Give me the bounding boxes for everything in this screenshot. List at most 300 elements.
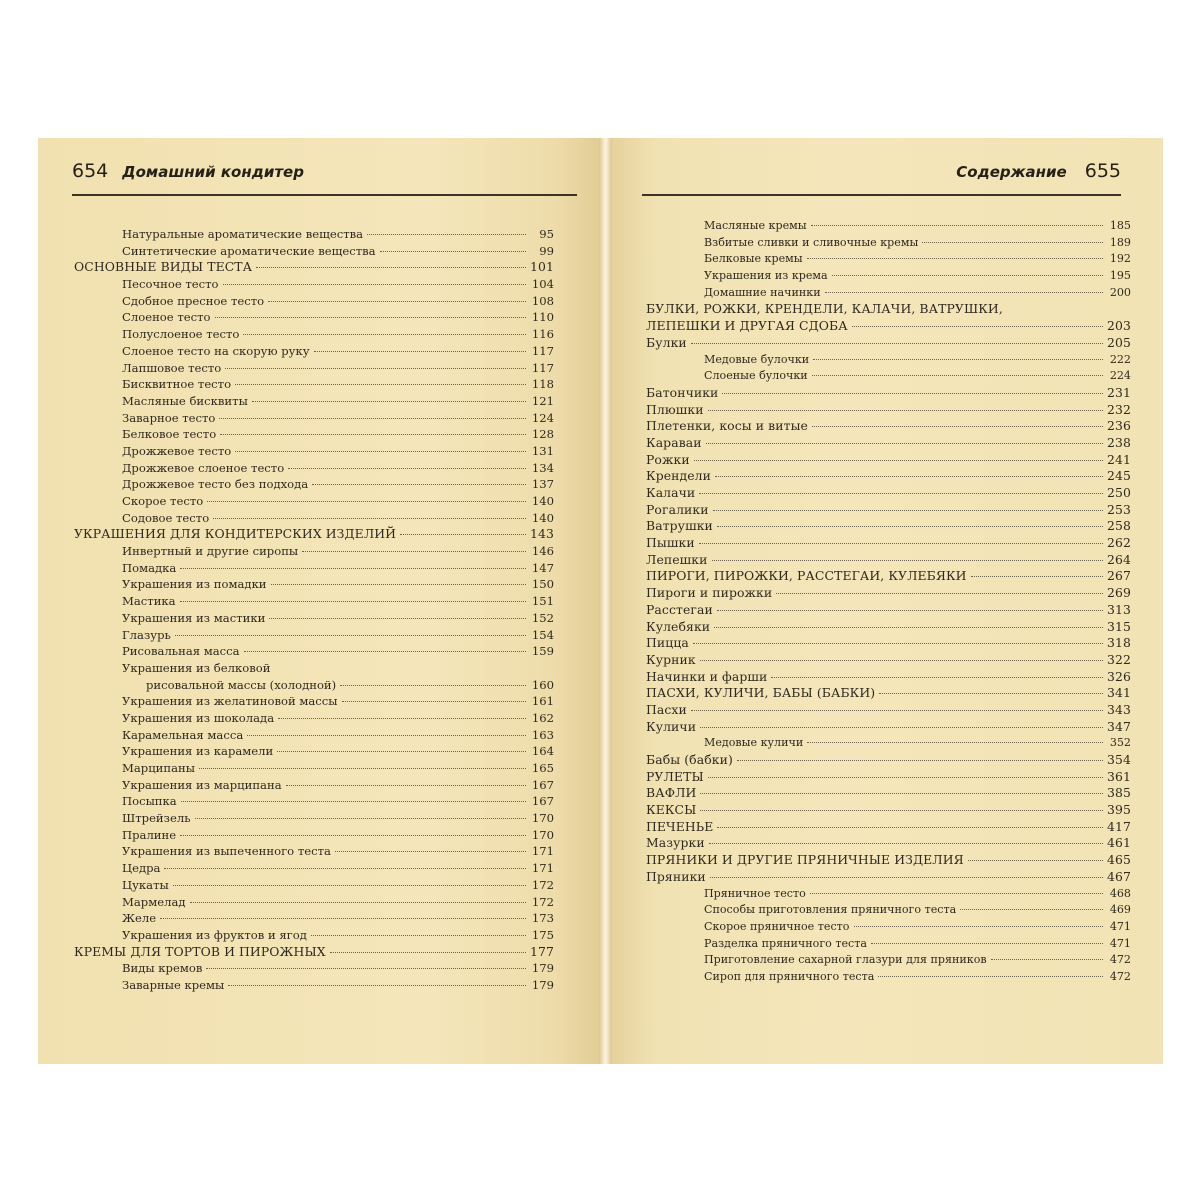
dot-leader [722, 393, 1103, 394]
right-page [612, 138, 1163, 1064]
toc-entry [646, 635, 1131, 652]
dot-leader [771, 677, 1103, 678]
toc-entry [646, 435, 1131, 452]
dot-leader [269, 618, 526, 619]
toc-entry-title: Украшения из крема [704, 269, 828, 283]
toc-entry-page: 192 [1109, 252, 1131, 266]
dot-leader [180, 568, 526, 569]
toc-entry-title: Пряники [646, 868, 706, 884]
dot-leader [175, 635, 526, 636]
table-of-contents-right [646, 218, 1131, 986]
toc-entry-title: Украшения из желатиновой массы [122, 694, 338, 709]
toc-entry [646, 318, 1131, 335]
toc-entry [74, 610, 554, 627]
toc-entry-title: Белковое тесто [122, 427, 217, 442]
toc-entry-page: 170 [531, 811, 554, 826]
dot-leader [213, 518, 526, 519]
toc-entry [74, 476, 554, 493]
toc-entry [646, 452, 1131, 469]
toc-entry-page: 150 [531, 577, 554, 592]
toc-entry-page: 471 [1109, 936, 1131, 950]
toc-entry-page: 167 [531, 777, 554, 792]
table-of-contents-left [74, 226, 554, 994]
toc-entry [646, 886, 1131, 903]
toc-entry [646, 602, 1131, 619]
dot-leader [776, 593, 1103, 594]
dot-leader [278, 718, 526, 719]
toc-entry [646, 685, 1131, 702]
dot-leader [812, 375, 1103, 376]
running-title: Домашний кондитер [122, 163, 304, 181]
dot-leader [810, 893, 1103, 894]
dot-leader [717, 526, 1103, 527]
toc-entry-title: Караваи [646, 434, 702, 450]
dot-leader [694, 460, 1103, 461]
toc-entry-title: ПРЯНИКИ И ДРУГИЕ ПРЯНИЧНЫЕ ИЗДЕЛИЯ [646, 852, 964, 868]
toc-entry [646, 385, 1131, 402]
dot-leader [243, 334, 526, 335]
toc-entry-page: 117 [531, 360, 554, 375]
toc-entry-title: Рогалики [646, 501, 709, 517]
toc-entry-title: Полуслоеное тесто [122, 327, 240, 342]
right-page-header [642, 160, 1121, 186]
page-number: 655 [1084, 160, 1121, 182]
toc-entry-page: 165 [531, 761, 554, 775]
toc-entry-title: Масляные кремы [704, 219, 807, 232]
toc-entry-title: Пряничное тесто [704, 886, 806, 900]
toc-entry-title: Помадка [122, 560, 177, 575]
toc-entry [74, 743, 554, 760]
toc-entry [646, 502, 1131, 519]
dot-leader [715, 476, 1103, 477]
dot-leader [247, 735, 526, 736]
dot-leader [700, 810, 1103, 811]
dot-leader [717, 610, 1103, 611]
toc-entry-page: 343 [1107, 701, 1131, 717]
toc-entry-title: Медовые булочки [704, 352, 810, 366]
toc-entry-page: 160 [531, 677, 554, 692]
dot-leader [244, 651, 526, 652]
toc-entry-title: Кулебяки [646, 618, 711, 634]
dot-leader [288, 468, 526, 469]
toc-entry-page: 465 [1107, 852, 1131, 868]
dot-leader [854, 926, 1104, 927]
toc-entry-page: 185 [1109, 219, 1131, 232]
toc-entry-page: 172 [531, 877, 554, 892]
toc-entry [74, 393, 554, 410]
toc-entry [74, 410, 554, 427]
dot-leader [852, 326, 1103, 327]
toc-entry-page: 395 [1107, 802, 1131, 818]
dot-leader [832, 275, 1103, 276]
toc-entry-page: 189 [1109, 235, 1131, 249]
toc-entry [646, 218, 1131, 235]
toc-entry-title: Бисквитное тесто [122, 377, 232, 392]
toc-entry [74, 226, 554, 243]
toc-entry [646, 752, 1131, 769]
dot-leader [737, 760, 1103, 761]
dot-leader [811, 225, 1103, 226]
toc-entry-title: Натуральные ароматические вещества [122, 227, 364, 241]
toc-entry [646, 268, 1131, 285]
toc-entry-title: Посыпка [122, 794, 177, 809]
toc-entry [74, 526, 554, 543]
toc-entry-page: 124 [531, 410, 554, 425]
toc-entry [646, 619, 1131, 636]
toc-entry-page: 95 [539, 227, 554, 241]
toc-entry-title: Скорое пряничное тесто [704, 919, 850, 933]
toc-entry [74, 843, 554, 860]
dot-leader [825, 292, 1103, 293]
toc-entry [74, 243, 554, 260]
toc-entry [646, 735, 1131, 752]
toc-entry-title: Дрожжевое слоеное тесто [122, 460, 285, 475]
toc-entry-title: Синтетические ароматические вещества [122, 243, 376, 258]
dot-leader [708, 410, 1103, 411]
toc-entry-page: 361 [1107, 768, 1131, 784]
dot-leader [713, 510, 1103, 511]
dot-leader [367, 234, 526, 235]
toc-entry-page: 162 [531, 710, 554, 725]
toc-entry-title: Расстегаи [646, 601, 713, 617]
toc-entry [646, 835, 1131, 852]
toc-entry-title: Цукаты [122, 877, 169, 892]
toc-entry-title: Глазурь [122, 627, 171, 642]
toc-entry [74, 727, 554, 744]
dot-leader [400, 534, 526, 535]
toc-entry-title: Карамельная масса [122, 727, 244, 742]
toc-entry [74, 460, 554, 477]
toc-entry-title: Курник [646, 651, 696, 667]
toc-entry [646, 802, 1131, 819]
dot-leader [960, 909, 1103, 910]
toc-entry-page: 179 [531, 961, 554, 976]
toc-entry-page: 461 [1107, 835, 1131, 851]
toc-entry-title: КЕКСЫ [646, 802, 697, 818]
toc-entry [74, 860, 554, 877]
toc-entry-title: Украшения из выпеченного теста [122, 844, 331, 859]
toc-entry-page: 171 [531, 861, 554, 876]
toc-entry-title: Пироги и пирожки [646, 585, 773, 601]
toc-entry-title: Рожки [646, 451, 690, 467]
toc-entry-page: 264 [1107, 551, 1131, 567]
toc-entry [646, 936, 1131, 953]
toc-entry-page: 172 [531, 894, 554, 909]
toc-entry-title: ПАСХИ, КУЛИЧИ, БАБЫ (БАБКИ) [646, 685, 876, 701]
toc-entry-title: ПЕЧЕНЬЕ [646, 818, 714, 834]
toc-entry-title: Мазурки [646, 835, 705, 851]
toc-entry-page: 238 [1107, 434, 1131, 450]
toc-entry-page: 175 [531, 927, 554, 942]
toc-entry-title: Приготовление сахарной глазури для пряников [704, 953, 987, 967]
toc-entry-page: 222 [1109, 352, 1131, 366]
dot-leader [812, 426, 1103, 427]
dot-leader [922, 242, 1103, 243]
toc-entry-title: Пицца [646, 635, 689, 651]
dot-leader [235, 451, 526, 452]
dot-leader [190, 902, 527, 903]
dot-leader [286, 785, 526, 786]
dot-leader [206, 968, 526, 969]
dot-leader [207, 501, 526, 502]
toc-entry-page: 472 [1109, 969, 1131, 983]
toc-entry [646, 852, 1131, 869]
toc-entry-page: 341 [1107, 685, 1131, 701]
dot-leader [312, 484, 526, 485]
dot-leader [710, 877, 1103, 878]
toc-entry-title: Инвертный и другие сиропы [122, 544, 299, 559]
toc-entry-page: 152 [531, 610, 554, 625]
dot-leader [235, 384, 526, 385]
toc-entry [74, 276, 554, 293]
toc-entry-title: Заварные кремы [122, 977, 225, 992]
toc-entry [74, 810, 554, 827]
toc-entry [646, 952, 1131, 969]
toc-entry-title: Содовое тесто [122, 510, 210, 525]
dot-leader [225, 368, 526, 369]
toc-entry-title: Лепешки [646, 551, 708, 567]
toc-entry-page: 236 [1107, 418, 1131, 434]
toc-entry-title: Песочное тесто [122, 277, 219, 292]
toc-entry-page: 267 [1107, 568, 1131, 584]
dot-leader [691, 710, 1103, 711]
toc-entry-title: Крендели [646, 468, 712, 484]
toc-entry-page: 179 [531, 977, 554, 992]
dot-leader [878, 976, 1103, 977]
toc-entry [646, 335, 1131, 352]
toc-entry-title: Дрожжевое тесто без подхода [122, 477, 309, 492]
toc-entry [646, 869, 1131, 886]
dot-leader [256, 267, 526, 268]
toc-entry [646, 518, 1131, 535]
dot-leader [173, 885, 526, 886]
toc-entry-page: 245 [1107, 468, 1131, 484]
toc-entry-page: 110 [531, 310, 554, 325]
dot-leader [879, 693, 1103, 694]
toc-entry [74, 309, 554, 326]
dot-leader [691, 343, 1103, 344]
dot-leader [709, 843, 1103, 844]
toc-entry-title: Плетенки, косы и витые [646, 418, 808, 434]
toc-entry-title: Масляные бисквиты [122, 393, 248, 408]
toc-entry [646, 652, 1131, 669]
toc-entry [646, 301, 1131, 318]
dot-leader [160, 918, 526, 919]
toc-entry [646, 585, 1131, 602]
toc-entry-title: Заварное тесто [122, 410, 216, 425]
toc-entry-title: Способы приготовления пряничного теста [704, 903, 957, 917]
toc-entry-title: Мармелад [122, 894, 186, 909]
toc-entry-title: ЛЕПЕШКИ И ДРУГАЯ СДОБА [646, 318, 848, 334]
toc-entry-page: 131 [531, 443, 554, 458]
toc-entry-title: Пралине [122, 827, 177, 842]
toc-entry-title: Медовые куличи [704, 736, 804, 750]
toc-entry-page: 159 [531, 644, 554, 659]
toc-entry-page: 262 [1107, 535, 1131, 551]
toc-entry [74, 977, 554, 994]
dot-leader [195, 818, 526, 819]
dot-leader [330, 952, 526, 953]
toc-entry-title: Желе [122, 911, 157, 926]
toc-entry-page: 101 [530, 259, 554, 275]
toc-entry-page: 467 [1107, 868, 1131, 884]
toc-entry [646, 485, 1131, 502]
page-number: 654 [72, 160, 109, 182]
toc-entry [74, 910, 554, 927]
dot-leader [302, 551, 526, 552]
toc-entry-page: 232 [1107, 401, 1131, 417]
toc-entry [74, 677, 554, 694]
toc-entry-title: Взбитые сливки и сливочные кремы [704, 235, 919, 249]
toc-entry [74, 827, 554, 844]
toc-entry [646, 669, 1131, 686]
dot-leader [699, 493, 1103, 494]
toc-entry-page: 146 [531, 544, 554, 559]
toc-entry-page: 315 [1107, 618, 1131, 634]
dot-leader [700, 793, 1103, 794]
toc-entry-title: Украшения из мастики [122, 610, 266, 625]
toc-entry-page: 250 [1107, 485, 1131, 500]
toc-entry-title: Бабы (бабки) [646, 752, 733, 767]
toc-entry [74, 510, 554, 527]
toc-entry-title: Украшения из карамели [122, 744, 274, 759]
toc-entry-page: 170 [531, 827, 554, 842]
toc-entry [74, 593, 554, 610]
dot-leader [268, 301, 526, 302]
toc-entry-page: 173 [531, 911, 554, 926]
toc-entry-page: 205 [1107, 334, 1131, 350]
toc-entry [74, 793, 554, 810]
toc-entry-page: 140 [531, 494, 554, 508]
toc-entry-title: Начинки и фарши [646, 668, 768, 684]
toc-entry-title: Лапшовое тесто [122, 360, 222, 375]
toc-entry-title: Марципаны [122, 761, 195, 775]
toc-entry-title: Сдобное пресное тесто [122, 293, 265, 308]
toc-entry [646, 235, 1131, 252]
toc-entry-title: Куличи [646, 718, 697, 734]
toc-entry-page: 269 [1107, 585, 1131, 601]
toc-entry-title: Белковые кремы [704, 252, 803, 266]
toc-entry-title: Плюшки [646, 401, 704, 417]
toc-entry [74, 293, 554, 310]
toc-entry-page: 171 [531, 844, 554, 859]
toc-entry-title: Сироп для пряничного теста [704, 969, 875, 983]
dot-leader [706, 443, 1103, 444]
toc-entry-page: 469 [1109, 903, 1131, 917]
toc-entry-title: Дрожжевое тесто [122, 443, 232, 458]
toc-entry [646, 785, 1131, 802]
toc-entry-title: Скорое тесто [122, 494, 204, 508]
toc-entry-title: рисовальной массы (холодной) [146, 677, 337, 692]
dot-leader [813, 359, 1103, 360]
toc-entry [74, 560, 554, 577]
header-rule [642, 194, 1121, 196]
toc-entry-page: 117 [531, 343, 554, 358]
dot-leader [717, 827, 1103, 828]
toc-entry [646, 535, 1131, 552]
toc-entry [74, 493, 554, 510]
toc-entry-page: 313 [1107, 601, 1131, 617]
toc-entry-page: 164 [531, 744, 554, 759]
left-page [38, 138, 599, 1064]
dot-leader [223, 284, 526, 285]
toc-entry-page: 224 [1109, 369, 1131, 383]
toc-entry-page: 143 [530, 526, 554, 542]
toc-entry-page: 200 [1109, 285, 1131, 299]
toc-entry [74, 710, 554, 727]
toc-entry-page: 417 [1107, 818, 1131, 834]
dot-leader [807, 742, 1103, 743]
toc-entry [74, 576, 554, 593]
dot-leader [700, 727, 1103, 728]
toc-entry-page: 241 [1107, 451, 1131, 467]
toc-entry-page: 128 [531, 427, 554, 442]
toc-entry-title: Слоеные булочки [704, 369, 808, 383]
toc-entry-page: 121 [531, 393, 554, 408]
dot-leader [871, 943, 1103, 944]
toc-entry [74, 660, 554, 677]
toc-entry-title: Украшения из шоколада [122, 710, 275, 725]
toc-entry-page: 177 [530, 943, 554, 959]
toc-entry-page: 231 [1107, 384, 1131, 400]
toc-entry-page: 104 [531, 277, 554, 292]
toc-entry-title: Пасхи [646, 701, 687, 717]
toc-entry [646, 702, 1131, 719]
toc-entry-page: 116 [531, 327, 554, 342]
toc-entry-title: ОСНОВНЫЕ ВИДЫ ТЕСТА [74, 259, 253, 275]
dot-leader [342, 701, 526, 702]
toc-entry-page: 134 [531, 460, 554, 475]
toc-entry [74, 894, 554, 911]
toc-entry-title: БУЛКИ, РОЖКИ, КРЕНДЕЛИ, КАЛАЧИ, ВАТРУШКИ, [646, 301, 1003, 317]
toc-entry [646, 552, 1131, 569]
dot-leader [971, 576, 1103, 577]
toc-entry [646, 919, 1131, 936]
toc-entry-title: ПИРОГИ, ПИРОЖКИ, РАССТЕГАИ, КУЛЕБЯКИ [646, 568, 967, 584]
toc-entry-title: Рисовальная масса [122, 644, 240, 659]
book-gutter [599, 138, 612, 1064]
toc-entry-title: УКРАШЕНИЯ ДЛЯ КОНДИТЕРСКИХ ИЗДЕЛИЙ [74, 526, 397, 542]
toc-entry [74, 259, 554, 276]
toc-entry-page: 99 [539, 243, 554, 258]
dot-leader [700, 660, 1103, 661]
left-page-header [72, 160, 577, 186]
toc-entry-page: 147 [531, 560, 554, 575]
toc-entry-page: 258 [1107, 518, 1131, 534]
toc-entry [74, 627, 554, 644]
toc-entry-page: 154 [531, 627, 554, 642]
dot-leader [714, 627, 1103, 628]
dot-leader [228, 985, 526, 986]
running-title: Содержание [956, 163, 1067, 181]
dot-leader [807, 258, 1103, 259]
toc-entry [646, 368, 1131, 385]
toc-entry [646, 719, 1131, 736]
toc-entry-page: 352 [1109, 736, 1131, 750]
toc-entry-page: 253 [1107, 501, 1131, 517]
dot-leader [271, 584, 526, 585]
dot-leader [180, 835, 526, 836]
dot-leader [199, 768, 526, 769]
toc-entry-page: 203 [1107, 318, 1131, 334]
toc-entry-title: Калачи [646, 485, 696, 500]
dot-leader [712, 560, 1104, 561]
toc-entry-title: Виды кремов [122, 961, 203, 976]
toc-entry-page: 118 [531, 377, 554, 392]
dot-leader [215, 317, 527, 318]
dot-leader [693, 643, 1103, 644]
toc-entry-page: 385 [1107, 785, 1131, 801]
